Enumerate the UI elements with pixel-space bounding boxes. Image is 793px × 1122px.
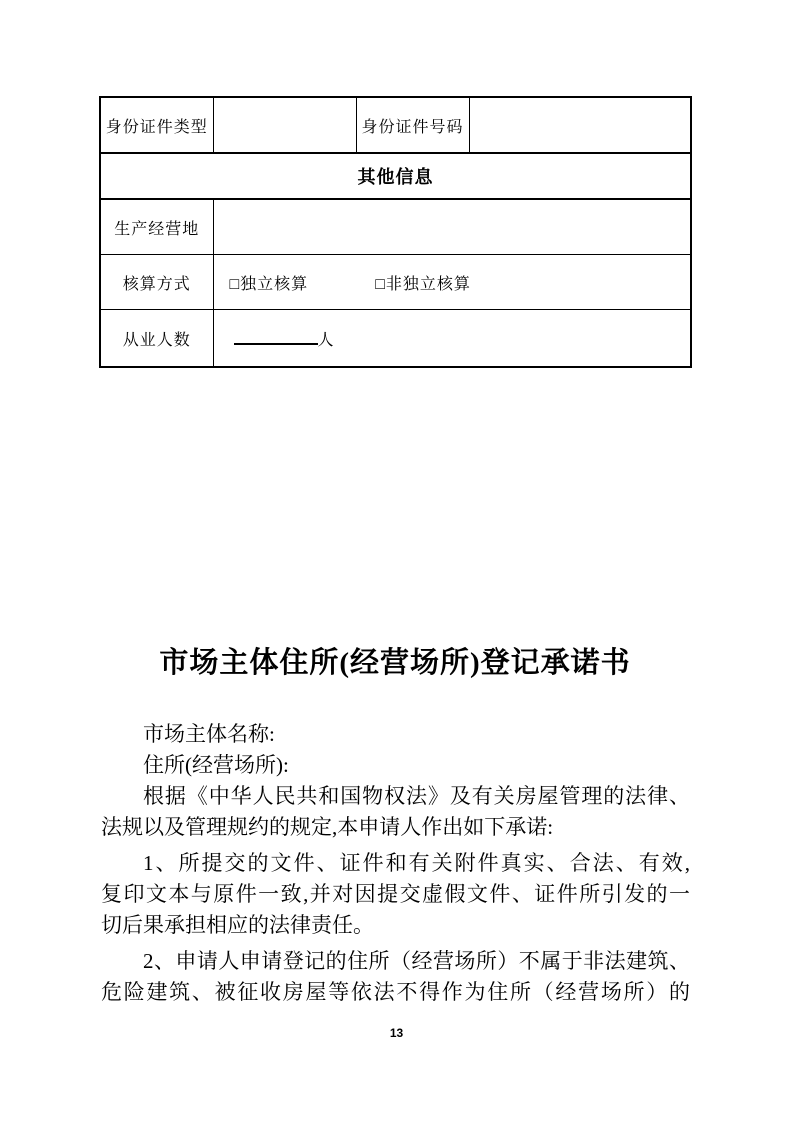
table-row-section-header: [100, 153, 691, 199]
table-row-production-site: [100, 199, 691, 255]
id-number-value-cell[interactable]: [469, 97, 691, 153]
option-independent-accounting[interactable]: [230, 271, 309, 294]
letter-body: [101, 719, 690, 1008]
accounting-options-cell: [213, 255, 691, 310]
letter-line-4: 法规以及管理规约的规定,本申请人作出如下承诺:: [101, 815, 554, 839]
checkbox-unchecked-icon[interactable]: □: [229, 275, 241, 293]
registration-form-table: [99, 96, 692, 368]
table-row-identity: [100, 97, 691, 153]
letter-line-8: 2、申请人申请登记的住所（经营场所）不属于非法建筑、: [143, 949, 690, 973]
employees-unit-label: 人: [317, 331, 335, 349]
letter-line-address: 住所(经营场所):: [143, 753, 289, 777]
accounting-label: 核算方式: [100, 255, 213, 310]
employee-count-blank[interactable]: [234, 327, 318, 345]
id-number-label: 身份证件号码: [356, 97, 469, 153]
id-type-value-cell[interactable]: [213, 97, 356, 153]
option-label: 非独立核算: [385, 275, 471, 293]
letter-line-5: 1、所提交的文件、证件和有关附件真实、合法、有效,: [143, 851, 690, 875]
letter-line-7: 切后果承担相应的法律责任。: [101, 913, 374, 937]
production-site-label: 生产经营地: [100, 199, 213, 255]
option-non-independent-accounting[interactable]: [375, 271, 471, 294]
page-number: 13: [389, 1026, 404, 1040]
production-site-value-cell[interactable]: [213, 199, 691, 255]
employees-label: 从业人数: [100, 310, 213, 368]
table-row-accounting: [100, 255, 691, 310]
id-type-label: 身份证件类型: [100, 97, 213, 153]
letter-line-entity-name: 市场主体名称:: [143, 722, 275, 746]
letter-line-6: 复印文本与原件一致,并对因提交虚假文件、证件所引发的一: [101, 882, 690, 906]
table-row-employees: [100, 310, 691, 368]
section-header-other-info: 其他信息: [100, 153, 691, 199]
letter-line-3: 根据《中华人民共和国物权法》及有关房屋管理的法律、: [143, 784, 690, 808]
checkbox-unchecked-icon[interactable]: □: [375, 275, 386, 293]
option-label: 独立核算: [240, 275, 309, 293]
employees-value-cell: [213, 310, 691, 368]
letter-line-9: 危险建筑、被征收房屋等依法不得作为住所（经营场所）的: [101, 980, 690, 1004]
letter-title: 市场主体住所(经营场所)登记承诺书: [159, 647, 631, 679]
